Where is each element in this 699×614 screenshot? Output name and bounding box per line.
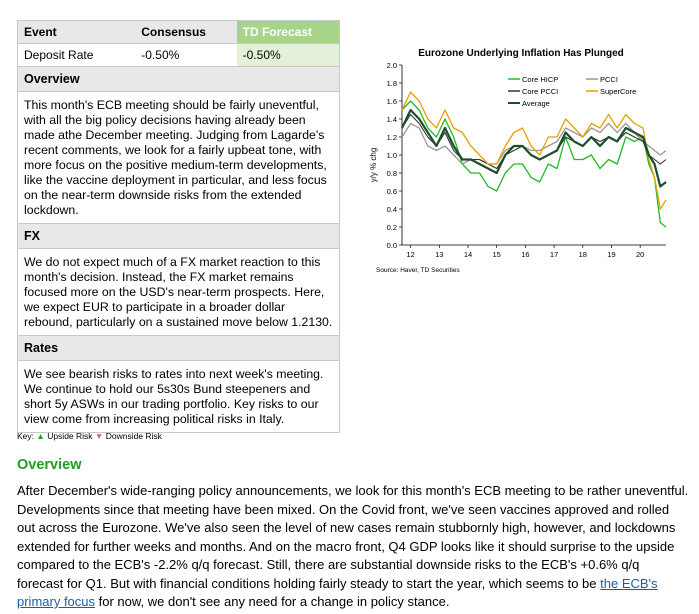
legend-label-core-hicp: Core HICP — [522, 75, 559, 84]
y-tick-label: 1.0 — [386, 151, 397, 160]
y-tick-label: 1.4 — [386, 115, 397, 124]
y-tick-label: 1.2 — [386, 133, 397, 142]
x-tick-label: 15 — [492, 250, 501, 259]
header-event: Event — [18, 21, 135, 43]
row-event: Deposit Rate — [24, 48, 94, 62]
key-label: Key: — [17, 431, 35, 441]
chart-legend — [508, 75, 636, 108]
risk-key — [17, 431, 162, 441]
downside-risk-icon: ▼ — [94, 431, 104, 441]
series-line-core-hicp — [402, 101, 666, 227]
chart-title: Eurozone Underlying Inflation Has Plunged — [418, 48, 624, 59]
overview-title: Overview — [17, 457, 82, 473]
x-tick-label: 16 — [521, 250, 530, 259]
table-header-row — [17, 20, 340, 43]
row-td-forecast: -0.50% — [237, 44, 339, 66]
y-tick-label: 0.4 — [386, 205, 397, 214]
section-body-overview: This month's ECB meeting should be fairly uneventful, with all the big policy decisions having already been made athe December meeting. Judging from Lagarde's recent comments, we look for a fairly upbeat tone, with more focus on the positive medium-term developments, like the vaccine deployment in particular, and less focus on the near-term downside risks from the extended lockdown. — [17, 91, 340, 223]
header-td-forecast: TD Forecast — [237, 21, 339, 43]
section-title-rates: Rates — [17, 335, 340, 360]
x-tick-label: 12 — [406, 250, 415, 259]
header-consensus: Consensus — [135, 21, 236, 43]
series-line-core-pcci — [402, 115, 666, 169]
section-title-overview: Overview — [17, 66, 340, 91]
ecb-primary-focus-link[interactable]: the ECB's primary focus — [17, 575, 658, 609]
overview-tail: for now, we don't see any need for a change in policy stance. — [95, 594, 450, 609]
y-tick-label: 0.6 — [386, 187, 397, 196]
y-tick-label: 2.0 — [386, 61, 397, 70]
x-tick-label: 17 — [549, 250, 559, 259]
downside-risk-label: Downside Risk — [105, 431, 162, 441]
overview-body: After December's wide-ranging policy announcements, we look for this month's ECB meeting to be rather uneventful. Developments since that meeting have been mixed. On the Covid front, we've seen vaccines approved and rolled out across the Eurozone. We've also seen the level of new cases remain stubbornly high, however, and lockdowns extended for further weeks and months. And on the macro front, Q4 GDP looks like it should surprise to the upside compared to the ECB's -2.2% q/q forecast. Still, there are substantial downside risks to the ECB's +0.6% q/q forecast for Q1. But with financial conditions holding fairly steady to start the year, which seems to be — [17, 483, 689, 591]
section-body-rates: We see bearish risks to rates into next week's meeting. We continue to hold our 5s30s Bund steepeners and short 5y ASWs in our trading portfolio. Key risks to our view come from increasing political risks in Italy. — [17, 360, 340, 433]
table-row — [17, 43, 340, 66]
legend-label-pcci: PCCI — [600, 75, 618, 84]
legend-label-core-pcci: Core PCCI — [522, 87, 559, 96]
chart-source: Source: Haver, TD Securities — [376, 267, 460, 274]
x-tick-label: 14 — [463, 250, 473, 259]
section-body-fx: We do not expect much of a FX market reaction to this month's decision. Instead, the FX market remains focused more on the USD's near-term prospects. Here, we expect EUR to participate in a broader dollar rebound, particularly on a sustained move below 1.2130. — [17, 248, 340, 335]
row-consensus: -0.50% — [141, 48, 180, 62]
y-tick-label: 0.0 — [386, 241, 397, 250]
overview-text — [17, 482, 689, 612]
legend-label-average: Average — [522, 99, 550, 108]
y-tick-label: 1.8 — [386, 79, 397, 88]
upside-risk-icon: ▲ — [36, 431, 45, 441]
y-tick-label: 0.8 — [386, 169, 397, 178]
x-tick-label: 20 — [636, 250, 645, 259]
inflation-chart — [356, 40, 686, 280]
chart-ylabel: y/y % chg — [369, 147, 378, 183]
series-line-pcci — [402, 124, 666, 165]
upside-risk-label: Upside Risk — [47, 431, 93, 441]
section-title-fx: FX — [17, 223, 340, 248]
y-tick-label: 1.6 — [386, 97, 397, 106]
legend-label-supercore: SuperCore — [600, 87, 637, 96]
ecb-summary-panel — [17, 20, 340, 433]
x-tick-label: 18 — [578, 250, 587, 259]
y-tick-label: 0.2 — [386, 223, 397, 232]
x-tick-label: 19 — [607, 250, 616, 259]
x-tick-label: 13 — [435, 250, 444, 259]
